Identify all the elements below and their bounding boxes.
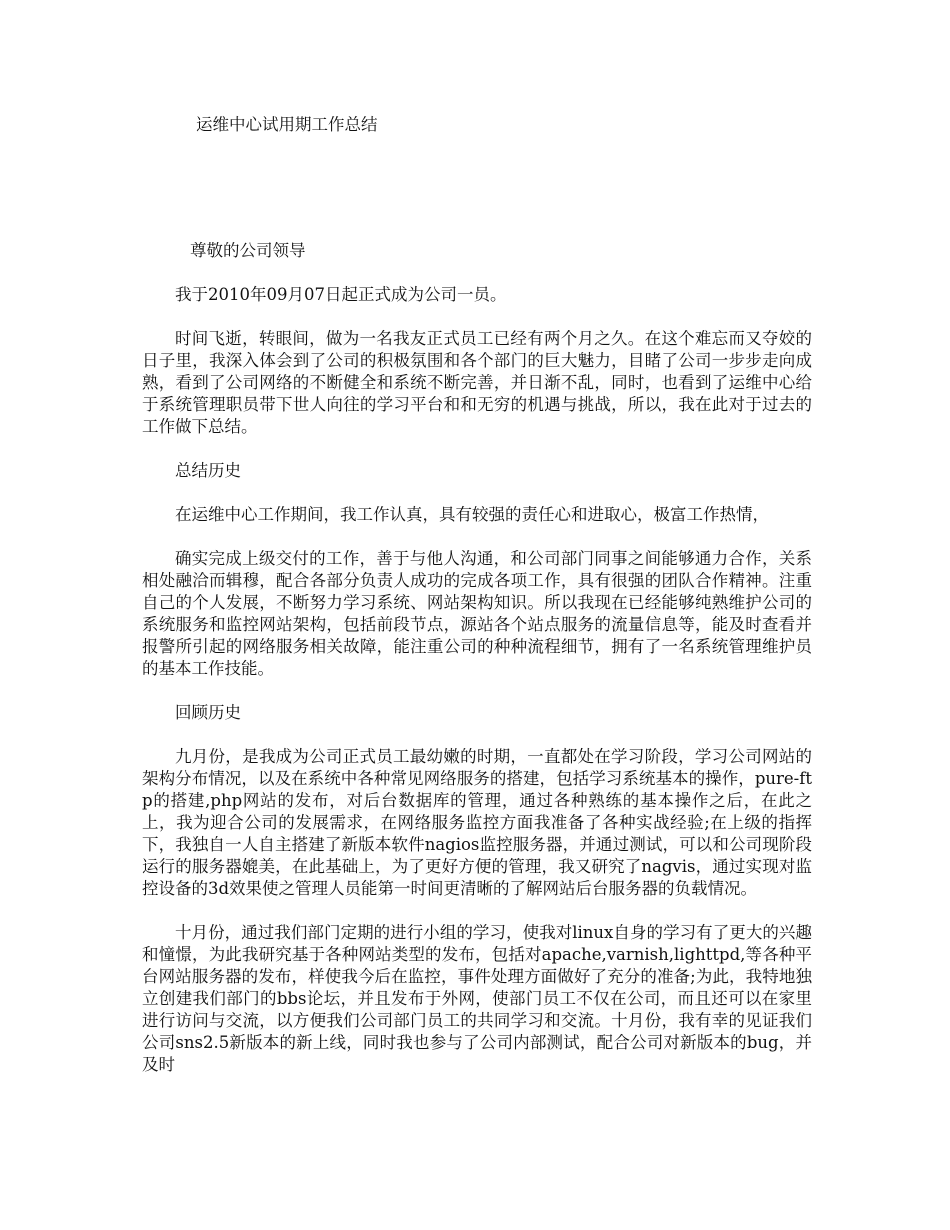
document-body xyxy=(142,240,812,1098)
salutation: 尊敬的公司领导 xyxy=(190,241,306,260)
paragraph-teamwork: 确实完成上级交付的工作，善于与他人沟通，和公司部门同事之间能够通力合作，关系相处融洽而辑穆，配合各部分负责人成功的完成各项工作，具有很强的团队合作精神。注重自己的个人发展，不断努力学习系统、网站架构知识。所以我现在已经能够纯熟维护公司的系统服务和监控网站架构，包括前段节点，源站各个站点服务的流量信息等，能及时查看并报警所引起的网络服务相关故障，能注重公司的种种流程细节，拥有了一名系统管理维护员的基本工作技能。 xyxy=(142,549,812,678)
section-heading-review: 回顾历史 xyxy=(175,703,241,722)
paragraph-intro: 时间飞逝，转眼间，做为一名我友正式员工已经有两个月之久。在这个难忘而又夺姣的日子里，我深入体会到了公司的积极氛围和各个部门的巨大魅力，目睹了公司一步步走向成熟，看到了公司网络的不断健全和系统不断完善，并日渐不乱，同时，也看到了运维中心给于系统管理职员带下世人向往的学习平台和和无穷的机遇与挑战，所以，我在此对于过去的工作做下总结。 xyxy=(142,329,812,436)
paragraph-join-date: 我于2010年09月07日起正式成为公司一员。 xyxy=(175,285,507,304)
paragraph-september: 九月份，是我成为公司正式员工最幼嫩的时期，一直都处在学习阶段，学习公司网站的架构分布情况，以及在系统中各种常见网络服务的搭建，包括学习系统基本的操作，pure-ftp的搭建,php网站的发布，对后台数据库的管理，通过各种熟练的基本操作之后，在此之上，我为迎合公司的发展需求，在网络服务监控方面我准备了各种实战经验;在上级的指挥下，我独自一人自主搭建了新版本软件nagios监控服务器，并通过测试，可以和公司现阶段运行的服务器媲美，在此基础上，为了更好方便的管理，我又研究了nagvis，通过实现对监控设备的3d效果使之管理人员能第一时间更清晰的了解网站后台服务器的负载情况。 xyxy=(142,747,812,898)
document-title: 运维中心试用期工作总结 xyxy=(196,115,378,134)
paragraph-work-attitude: 在运维中心工作期间，我工作认真，具有较强的责任心和进取心，极富工作热情， xyxy=(175,505,769,524)
paragraph-october: 十月份，通过我们部门定期的进行小组的学习，使我对linux自身的学习有了更大的兴趣和憧憬，为此我研究基于各种网站类型的发布，包括对apache,varnish,lighttpd,等各种平台网站服务器的发布，样使我今后在监控，事件处理方面做好了充分的准备;为此，我特地独立创建我们部门的bbs论坛，并且发布于外网，使部门员工不仅在公司，而且还可以在家里进行访问与交流，以方便我们公司部门员工的共同学习和交流。十月份，我有幸的见证我们公司sns2.5新版本的新上线，同时我也参与了公司内部测试，配合公司对新版本的bug，并及时 xyxy=(142,923,812,1074)
section-heading-summary: 总结历史 xyxy=(175,461,241,480)
